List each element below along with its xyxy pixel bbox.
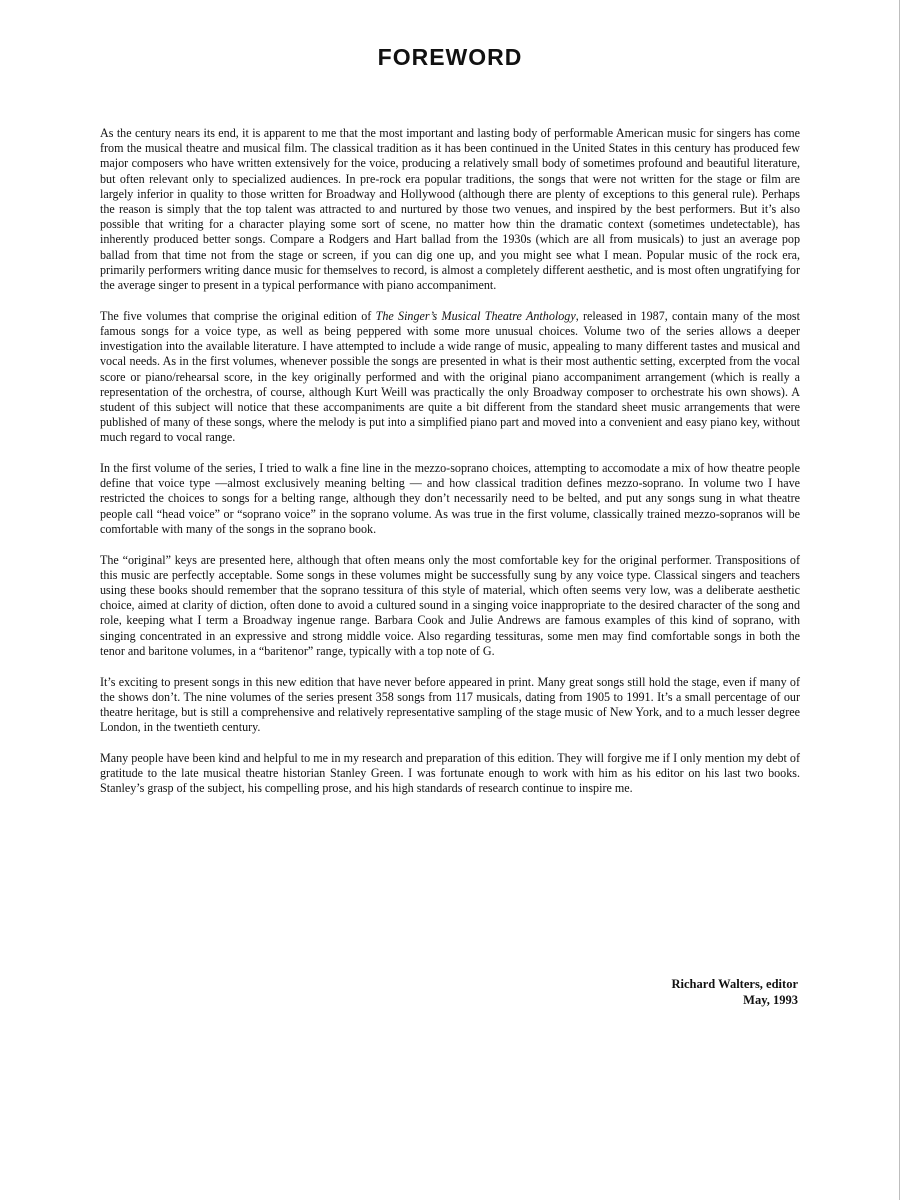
paragraph-5: It’s exciting to present songs in this new edition that have never before appeared in print. Many great songs still hold the stage, even if many of the shows don’t. The nine volumes of the series present 358 songs from 117 musicals, dating from 1905 to 1991. It’s a small percentage of our theatre heritage, but is still a comprehensive and relatively representative sampling of the stage music of New York, and to a much lesser degree London, in the twentieth century. [100, 674, 800, 735]
anthology-title: The Singer’s Musical Theatre Anthology [375, 308, 576, 323]
page-title: FOREWORD [377, 44, 523, 70]
author-name: Richard Walters, editor [671, 977, 798, 991]
paragraph-3: In the first volume of the series, I tried to walk a fine line in the mezzo-soprano choices, attempting to accomodate a mix of how theatre people define that voice type —almost exclusively meaning belting — and how classical tradition defines mezzo-soprano. In volume two I have restricted the choices to songs for a belting range, although they don’t necessarily need to be belted, and put any songs sung in what theatre people call “head voice” or “soprano voice” in the soprano volume. As was true in the first volume, classically trained mezzo-sopranos will be comfortable with many of the songs in the soprano book. [100, 461, 800, 536]
signature-date: May, 1993 [743, 992, 798, 1007]
foreword-body [100, 126, 800, 812]
paragraph-2-rest: , released in 1987, contain many of the most famous songs for a voice type, as well as being peppered with some more unusual choices. Volume two of the series allows a deeper investigation into the available literature. I have attempted to include a wide range of music, appealing to many different tastes and musical and vocal needs. As in the first volumes, whenever possible the songs are presented in what is their most authentic setting, excerpted from the vocal score or piano/rehearsal score, in the key originally performed and with the original piano accompaniment arrangement (which is really a representation of the orchestra, of course, although Kurt Weill was practically the only Broadway composer to orchestrate his own shows). A student of this subject will notice that these accompaniments are quite a bit different from the standard sheet music arrangements that were published of many of these songs, where the melody is put into a simplified piano part and moved into a convenient and easy piano key, without much regard to vocal range. [100, 308, 800, 445]
paragraph-6: Many people have been kind and helpful to me in my research and preparation of this edition. They will forgive me if I only mention my debt of gratitude to the late musical theatre historian Stanley Green. I was fortunate enough to work with him as his editor on his last two books. Stanley’s grasp of the subject, his compelling prose, and his high standards of research continue to inspire me. [100, 750, 800, 796]
paragraph-1: As the century nears its end, it is apparent to me that the most important and lasting body of performable American music for singers has come from the musical theatre and musical film. The classical tradition as it has been continued in the United States in this century has produced few major composers who have written extensively for the voice, producing a relatively small body of sometimes profound and beautiful literature, but often relevant only to specialized audiences. In pre-rock era popular traditions, the songs that were not written for the stage or film are largely inferior in quality to those written for Broadway and Hollywood (although there are plenty of exceptions to this general rule). Perhaps the reason is simply that the top talent was attracted to and nurtured by those two venues, and inspired by the best performers. But it’s also possible that writing for a character playing some sort of scene, no matter how thin the dramatic context (sometimes undetectable), has inherently produced better songs. Compare a Rodgers and Hart ballad from the 1930s (which are all from musicals) to just an average pop ballad from that time not from the stage or screen, if you can dig one up, and you might see what I mean. Popular music of the rock era, primarily performers writing dance music for themselves to record, is almost a completely different aesthetic, and is most often ungratifying for the average singer to present in a typical performance with piano accompaniment. [100, 126, 800, 293]
paragraph-2 [100, 309, 800, 446]
paragraph-4: The “original” keys are presented here, although that often means only the most comfortable key for the original performer. Transpositions of this music are perfectly acceptable. Some songs in these volumes might be successfully sung by any voice type. Classical singers and teachers using these books should remember that the soprano tessitura of this style of material, which often seems very low, was a deliberate aesthetic choice, aimed at clarity of diction, often done to avoid a cultured sound in a singing voice inappropriate to the desired character of the song and role, keeping what I term a Broadway ingenue range. Barbara Cook and Julie Andrews are famous examples of this kind of soprano, with singing concentrated in an expressive and strong middle voice. Also regarding tessituras, some men may find comfortable songs in both the tenor and baritone volumes, in a “baritenor” range, typically with a top note of G. [100, 552, 800, 658]
signature-block [672, 977, 799, 1008]
paragraph-2-lead: The five volumes that comprise the original edition of [100, 308, 376, 323]
